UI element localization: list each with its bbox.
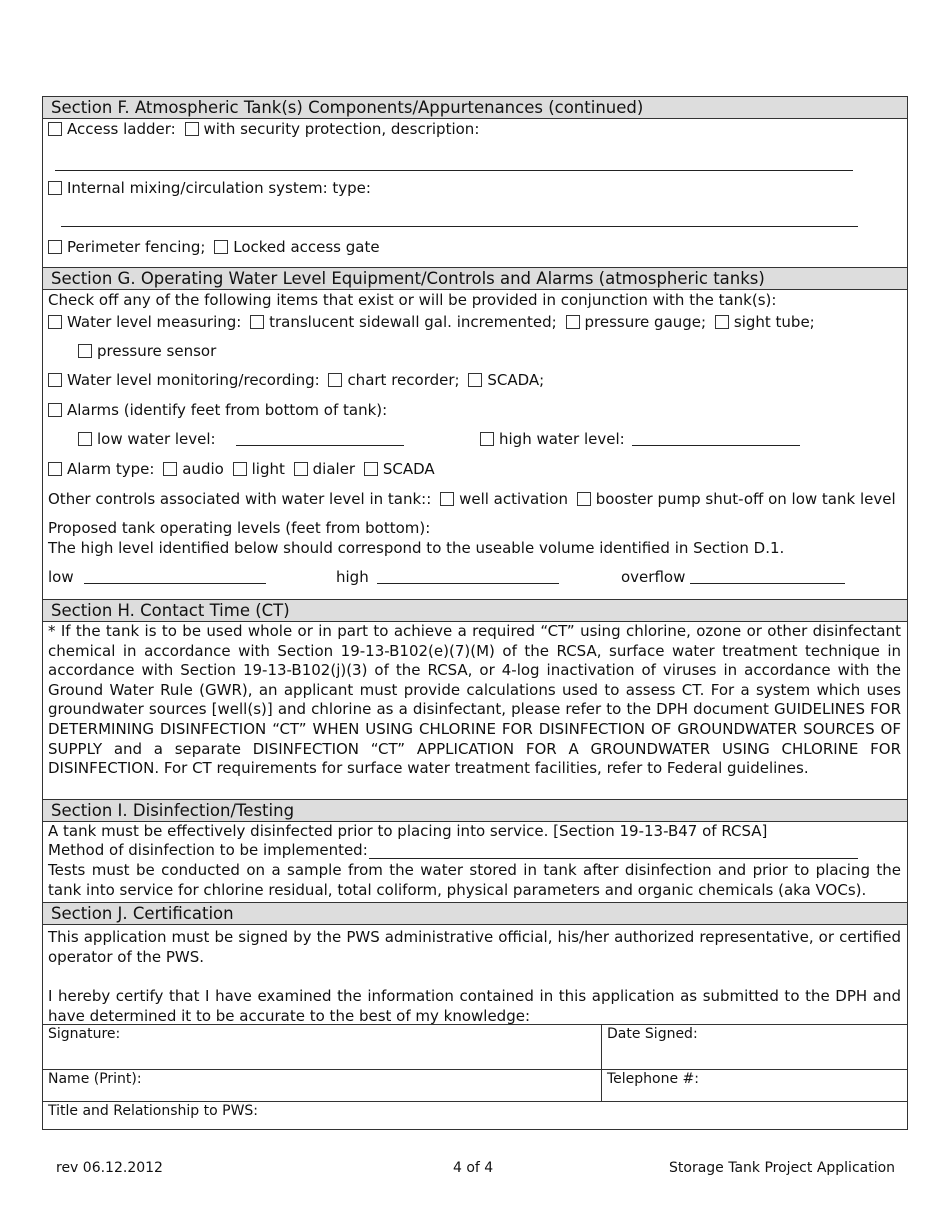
audio-label: audio [182,460,224,478]
chart-recorder-checkbox[interactable] [328,373,342,387]
high-level-checkbox[interactable] [480,432,494,446]
internal-mixing-label: Internal mixing/circulation system: type: [67,179,371,197]
well-activation-checkbox[interactable] [440,492,454,506]
title-label: Title and Relationship to PWS: [48,1103,259,1119]
booster-checkbox[interactable] [577,492,591,506]
access-ladder-label: Access ladder: [67,120,176,138]
date-signed-field[interactable] [602,1025,907,1070]
certification-para-1: This application must be signed by the PWS administrative official, his/her authorized representative, or certified operator of the PWS. [48,928,901,966]
scada-monitoring-label: SCADA; [487,371,545,389]
wl-measuring-label: Water level measuring: [67,313,242,331]
security-description-line[interactable] [55,170,853,171]
pressure-gauge-label: pressure gauge; [584,313,707,331]
tests-paragraph: Tests must be conducted on a sample from the water stored in tank after disinfection and prior to placing the tank into service for chlorine residual, total coliform, physical parameters and organic chemicals (aka VOCs). [48,861,901,899]
light-checkbox[interactable] [233,462,247,476]
wl-measuring-checkbox[interactable] [48,315,62,329]
alarm-type-label: Alarm type: [67,460,155,478]
scada-monitoring-checkbox[interactable] [468,373,482,387]
locked-gate-checkbox[interactable] [214,240,228,254]
signature-label: Signature: [48,1026,121,1042]
section-f-header: Section F. Atmospheric Tank(s) Components/Appurtenances (continued) [43,97,907,119]
section-f [43,119,907,268]
chart-recorder-label: chart recorder; [347,371,460,389]
document-title: Storage Tank Project Application [669,1160,896,1176]
ct-paragraph: * If the tank is to be used whole or in part to achieve a required “CT” using chlorine, ozone or other disinfectant chemical in accordance with Section 19-13-B102(e)(7)(M) of the RCSA, surface water treatment technique in accordance with Section 19-13-B102(j)(3) of the RCSA, or 4-log inactivation of viruses in accordance with the Ground Water Rule (GWR), an applicant must provide calculations used to assess CT. For a system which uses groundwater sources [well(s)] and chlorine as a disinfectant, please refer to the DPH document GUIDELINES FOR DETERMINING DISINFECTION “CT” WHEN USING CHLORINE FOR DISINFECTION OF GROUNDWATER SOURCES OF SUPPLY and a separate DISINFECTION “CT” APPLICATION FOR A GROUNDWATER USING CHLORINE FOR DISINFECTION. For CT requirements for surface water treatment facilities, refer to Federal guidelines. [48,622,901,778]
low-label: low [48,568,74,586]
alarms-label: Alarms (identify feet from bottom of tank): [67,401,388,419]
pressure-gauge-checkbox[interactable] [566,315,580,329]
low-level-line[interactable] [236,445,404,446]
wl-monitoring-label: Water level monitoring/recording: [67,371,320,389]
high-level-label: high water level: [499,430,625,448]
locked-gate-label: Locked access gate [233,238,380,256]
application-form [42,96,908,1130]
section-g-intro: Check off any of the following items that exist or will be provided in conjunction with the tank(s): [48,291,777,309]
signature-grid [43,1025,907,1129]
section-h-header: Section H. Contact Time (CT) [43,600,907,622]
high-label: high [336,568,369,586]
name-field[interactable] [43,1070,602,1102]
perimeter-fencing-checkbox[interactable] [48,240,62,254]
security-protection-label: with security protection, description: [203,120,480,138]
section-i [43,822,907,903]
section-i-header: Section I. Disinfection/Testing [43,800,907,822]
sight-tube-checkbox[interactable] [715,315,729,329]
wl-monitoring-checkbox[interactable] [48,373,62,387]
security-protection-checkbox[interactable] [185,122,199,136]
disinfection-requirement: A tank must be effectively disinfected prior to placing into service. [Section 19-13-B47 of RCSA] [48,822,768,840]
proposed-levels-label: Proposed tank operating levels (feet from bottom): [48,519,431,537]
overflow-line[interactable] [690,583,845,584]
section-j-header: Section J. Certification [43,903,907,925]
scada-alarm-label: SCADA [382,460,435,478]
high-level-note: The high level identified below should correspond to the useable volume identified in Section D.1. [48,539,785,557]
dialer-label: dialer [312,460,356,478]
well-activation-label: well activation [459,490,568,508]
translucent-checkbox[interactable] [250,315,264,329]
audio-checkbox[interactable] [163,462,177,476]
low-level-checkbox[interactable] [78,432,92,446]
dialer-checkbox[interactable] [294,462,308,476]
alarms-checkbox[interactable] [48,403,62,417]
telephone-field[interactable] [602,1070,907,1102]
high-level-line[interactable] [632,445,800,446]
certification-para-2: I hereby certify that I have examined the information contained in this application as submitted to the DPH and have determined it to be accurate to the best of my knowledge: [48,987,901,1025]
scada-alarm-checkbox[interactable] [364,462,378,476]
overflow-label: overflow [621,568,686,586]
alarm-type-checkbox[interactable] [48,462,62,476]
name-label: Name (Print): [48,1071,142,1087]
perimeter-fencing-label: Perimeter fencing; [67,238,206,256]
method-line[interactable] [369,858,858,859]
section-g [43,290,907,600]
revision-date: rev 06.12.2012 [56,1160,163,1176]
method-label: Method of disinfection to be implemented: [48,841,368,859]
sight-tube-label: sight tube; [733,313,815,331]
section-g-header: Section G. Operating Water Level Equipment/Controls and Alarms (atmospheric tanks) [43,268,907,290]
section-j [43,925,907,1025]
access-ladder-checkbox[interactable] [48,122,62,136]
title-field[interactable] [43,1102,907,1129]
light-label: light [251,460,285,478]
mixing-type-line[interactable] [61,226,858,227]
signature-field[interactable] [43,1025,602,1070]
pressure-sensor-label: pressure sensor [97,342,217,360]
internal-mixing-checkbox[interactable] [48,181,62,195]
page-number: 4 of 4 [453,1160,494,1176]
date-signed-label: Date Signed: [607,1026,698,1042]
telephone-label: Telephone #: [607,1071,699,1087]
translucent-label: translucent sidewall gal. incremented; [269,313,557,331]
high-operating-line[interactable] [377,583,559,584]
low-operating-line[interactable] [84,583,266,584]
other-controls-label: Other controls associated with water level in tank:: [48,490,432,508]
pressure-sensor-checkbox[interactable] [78,344,92,358]
section-h [43,622,907,800]
low-level-label: low water level: [97,430,216,448]
booster-label: booster pump shut-off on low tank level [595,490,896,508]
